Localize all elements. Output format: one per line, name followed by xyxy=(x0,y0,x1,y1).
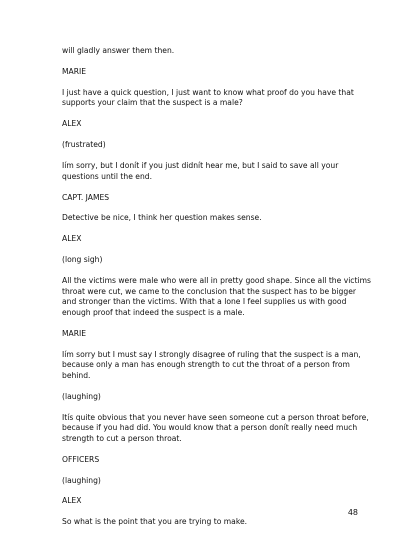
page-number: 48 xyxy=(347,508,358,517)
dialogue-line: So what is the point that you are trying to make. xyxy=(62,517,248,527)
dialogue-line: Itís quite obvious that you never have seen someone cut a person throat before, because if you had did. You would know that a person donít really need much strength to cut a person throat. xyxy=(62,412,369,443)
dialogue-line: will gladly answer them then. xyxy=(62,46,175,55)
dialogue-line: Iím sorry but I must say I strongly disagree of ruling that the suspect is a man, because only a man has enough strength to cut the throat of a person from behind. xyxy=(62,349,361,380)
dialogue-line: All the victims were male who were all in pretty good shape. Since all the victims throat were cut, we came to the conclusion that the suspect has to be bigger and stronger than the victims. With that a lone I feel supplies us with good enough proof that indeed the suspect is a male. xyxy=(62,276,371,317)
script-body xyxy=(62,46,372,538)
dialogue-line: Iím sorry, but I donít if you just didnít hear me, but I said to save all your questions until the end. xyxy=(62,161,339,181)
parenthetical: (laughing) xyxy=(62,475,101,485)
character-name: MARIE xyxy=(62,328,87,338)
parenthetical: (frustrated) xyxy=(62,140,106,150)
character-name: ALEX xyxy=(62,119,82,129)
character-name: ALEX xyxy=(62,234,82,244)
character-name: ALEX xyxy=(62,496,82,506)
character-name: MARIE xyxy=(62,66,87,76)
character-name: CAPT. JAMES xyxy=(62,192,110,202)
dialogue-line: Detective be nice, I think her question makes sense. xyxy=(62,213,262,223)
dialogue-line: I just have a quick question, I just want to know what proof do you have that supports your claim that the suspect is a male? xyxy=(62,87,354,108)
parenthetical: (laughing) xyxy=(62,391,101,401)
character-name: OFFICERS xyxy=(62,454,100,464)
parenthetical: (long sigh) xyxy=(62,255,103,265)
